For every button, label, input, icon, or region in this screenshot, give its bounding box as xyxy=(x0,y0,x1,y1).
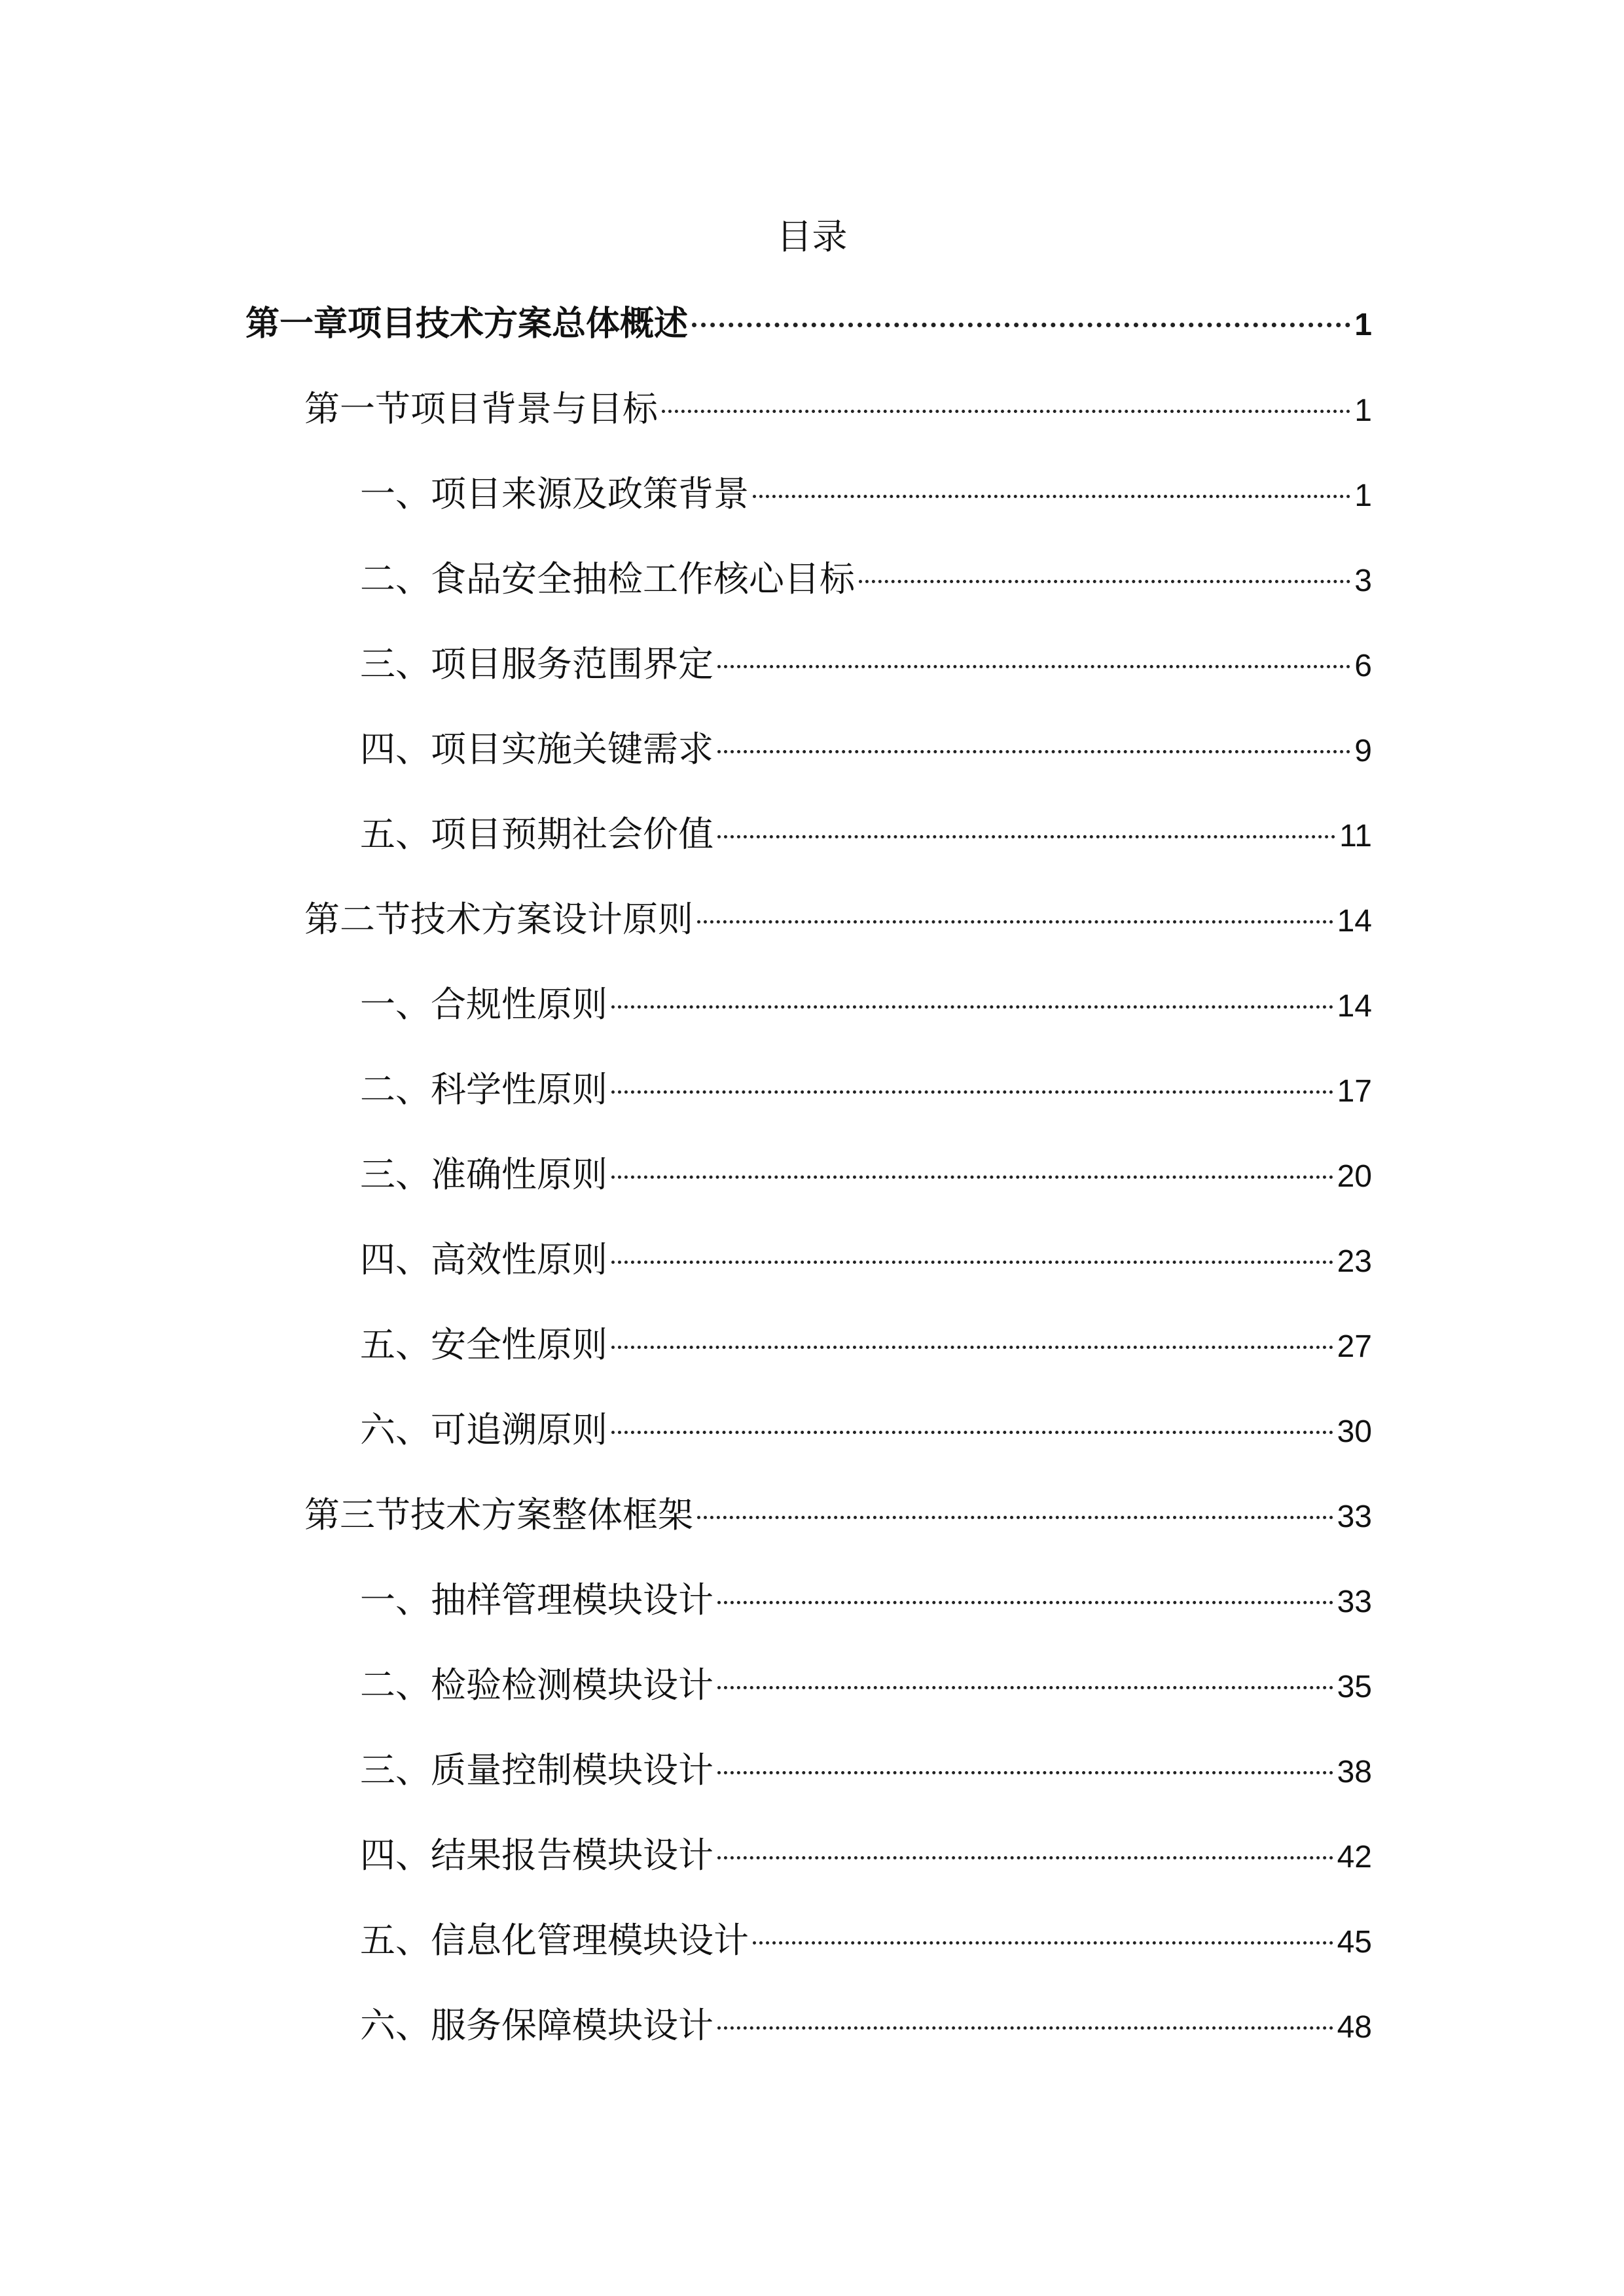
toc-entry-page: 33 xyxy=(1337,1499,1372,1534)
toc-entry-label: 四、结果报告模块设计 xyxy=(360,1835,713,1876)
toc-entry-label: 三、质量控制模块设计 xyxy=(360,1749,713,1791)
toc-entry-label: 一、项目来源及政策背景 xyxy=(360,473,749,514)
dot-leader xyxy=(753,1941,1333,1945)
dot-leader xyxy=(611,1175,1333,1179)
dot-leader xyxy=(753,495,1350,498)
toc-entry-item[interactable] xyxy=(360,1404,1372,1456)
toc-entry-page: 27 xyxy=(1337,1329,1372,1364)
toc-entry-label: 二、检验检测模块设计 xyxy=(360,1664,713,1706)
toc-entry-item[interactable] xyxy=(360,723,1372,776)
dot-leader xyxy=(717,750,1350,753)
toc-entry-label: 三、项目服务范围界定 xyxy=(360,643,713,685)
dot-leader xyxy=(611,1090,1333,1094)
toc-entry-label: 五、项目预期社会价值 xyxy=(360,814,713,855)
dot-leader xyxy=(717,1686,1333,1689)
toc-entry-page: 20 xyxy=(1337,1159,1372,1194)
toc-entry-page: 1 xyxy=(1354,478,1372,513)
toc-entry-item[interactable] xyxy=(360,1744,1372,1797)
toc-entry-page: 33 xyxy=(1337,1585,1372,1619)
toc-entry-label: 四、项目实施关键需求 xyxy=(360,728,713,770)
toc-entry-section-2[interactable] xyxy=(304,893,1372,946)
toc-entry-page: 14 xyxy=(1337,989,1372,1024)
toc-entry-item[interactable] xyxy=(360,1659,1372,1712)
toc-entry-item[interactable] xyxy=(360,1149,1372,1201)
toc-entry-page: 14 xyxy=(1337,904,1372,939)
toc-entry-page: 1 xyxy=(1354,308,1372,342)
dot-leader xyxy=(717,835,1335,838)
dot-leader xyxy=(611,1346,1333,1349)
toc-entry-label: 第三节技术方案整体框架 xyxy=(304,1494,693,1535)
toc-entry-page: 11 xyxy=(1339,819,1372,853)
toc-entry-section-1[interactable] xyxy=(304,383,1372,435)
dot-leader xyxy=(717,2026,1333,2030)
toc-entry-label: 第一节项目背景与目标 xyxy=(304,388,658,429)
dot-leader xyxy=(611,1431,1333,1434)
toc-entry-page: 9 xyxy=(1354,734,1372,768)
toc-title: 目录 xyxy=(776,216,848,257)
toc-entry-page: 17 xyxy=(1337,1074,1372,1109)
toc-entry-page: 38 xyxy=(1337,1755,1372,1789)
toc-entry-label: 五、信息化管理模块设计 xyxy=(360,1920,749,1961)
toc-entry-page: 23 xyxy=(1337,1244,1372,1279)
toc-entry-item[interactable] xyxy=(360,1319,1372,1371)
toc-entry-label: 第一章项目技术方案总体概述 xyxy=(245,304,689,344)
toc-entry-label: 六、服务保障模块设计 xyxy=(360,2005,713,2046)
dot-leader xyxy=(611,1005,1333,1009)
dot-leader xyxy=(697,1516,1333,1519)
toc-entry-label: 第二节技术方案设计原则 xyxy=(304,899,693,940)
toc-entry-item[interactable] xyxy=(360,1064,1372,1116)
toc-entry-item[interactable] xyxy=(360,1914,1372,1967)
dot-leader xyxy=(611,1261,1333,1264)
toc-entry-page: 1 xyxy=(1354,393,1372,428)
toc-entry-item[interactable] xyxy=(360,2000,1372,2052)
dot-leader xyxy=(717,1856,1333,1859)
toc-entry-item[interactable] xyxy=(360,978,1372,1031)
toc-entry-item[interactable] xyxy=(360,1234,1372,1286)
toc-entry-page: 35 xyxy=(1337,1670,1372,1704)
toc-entry-page: 45 xyxy=(1337,1925,1372,1960)
toc-entry-label: 六、可追溯原则 xyxy=(360,1409,607,1450)
dot-leader xyxy=(717,665,1350,668)
toc-entry-page: 3 xyxy=(1354,564,1372,598)
toc-entry-chapter-1[interactable] xyxy=(245,298,1372,350)
dot-leader xyxy=(717,1601,1333,1604)
dot-leader xyxy=(697,920,1333,924)
dot-leader xyxy=(662,410,1350,413)
toc-entry-label: 二、科学性原则 xyxy=(360,1069,607,1110)
toc-entry-page: 48 xyxy=(1337,2010,1372,2045)
dot-leader xyxy=(717,1771,1333,1774)
toc-entry-label: 五、安全性原则 xyxy=(360,1324,607,1365)
toc-entry-label: 一、抽样管理模块设计 xyxy=(360,1579,713,1621)
toc-entry-item[interactable] xyxy=(360,553,1372,605)
toc-entry-item[interactable] xyxy=(360,638,1372,691)
toc-entry-label: 三、准确性原则 xyxy=(360,1154,607,1195)
toc-entry-item[interactable] xyxy=(360,1574,1372,1626)
toc-entry-label: 一、合规性原则 xyxy=(360,984,607,1025)
toc-entry-page: 6 xyxy=(1354,649,1372,683)
toc-entry-label: 二、食品安全抽检工作核心目标 xyxy=(360,558,855,600)
toc-entry-item[interactable] xyxy=(360,808,1372,861)
toc-entry-page: 30 xyxy=(1337,1414,1372,1449)
dot-leader xyxy=(692,323,1350,327)
toc-entry-section-3[interactable] xyxy=(304,1489,1372,1541)
toc-entry-page: 42 xyxy=(1337,1840,1372,1874)
toc-entry-item[interactable] xyxy=(360,1829,1372,1882)
dot-leader xyxy=(859,580,1350,583)
toc-entry-item[interactable] xyxy=(360,468,1372,520)
toc-entry-label: 四、高效性原则 xyxy=(360,1239,607,1280)
